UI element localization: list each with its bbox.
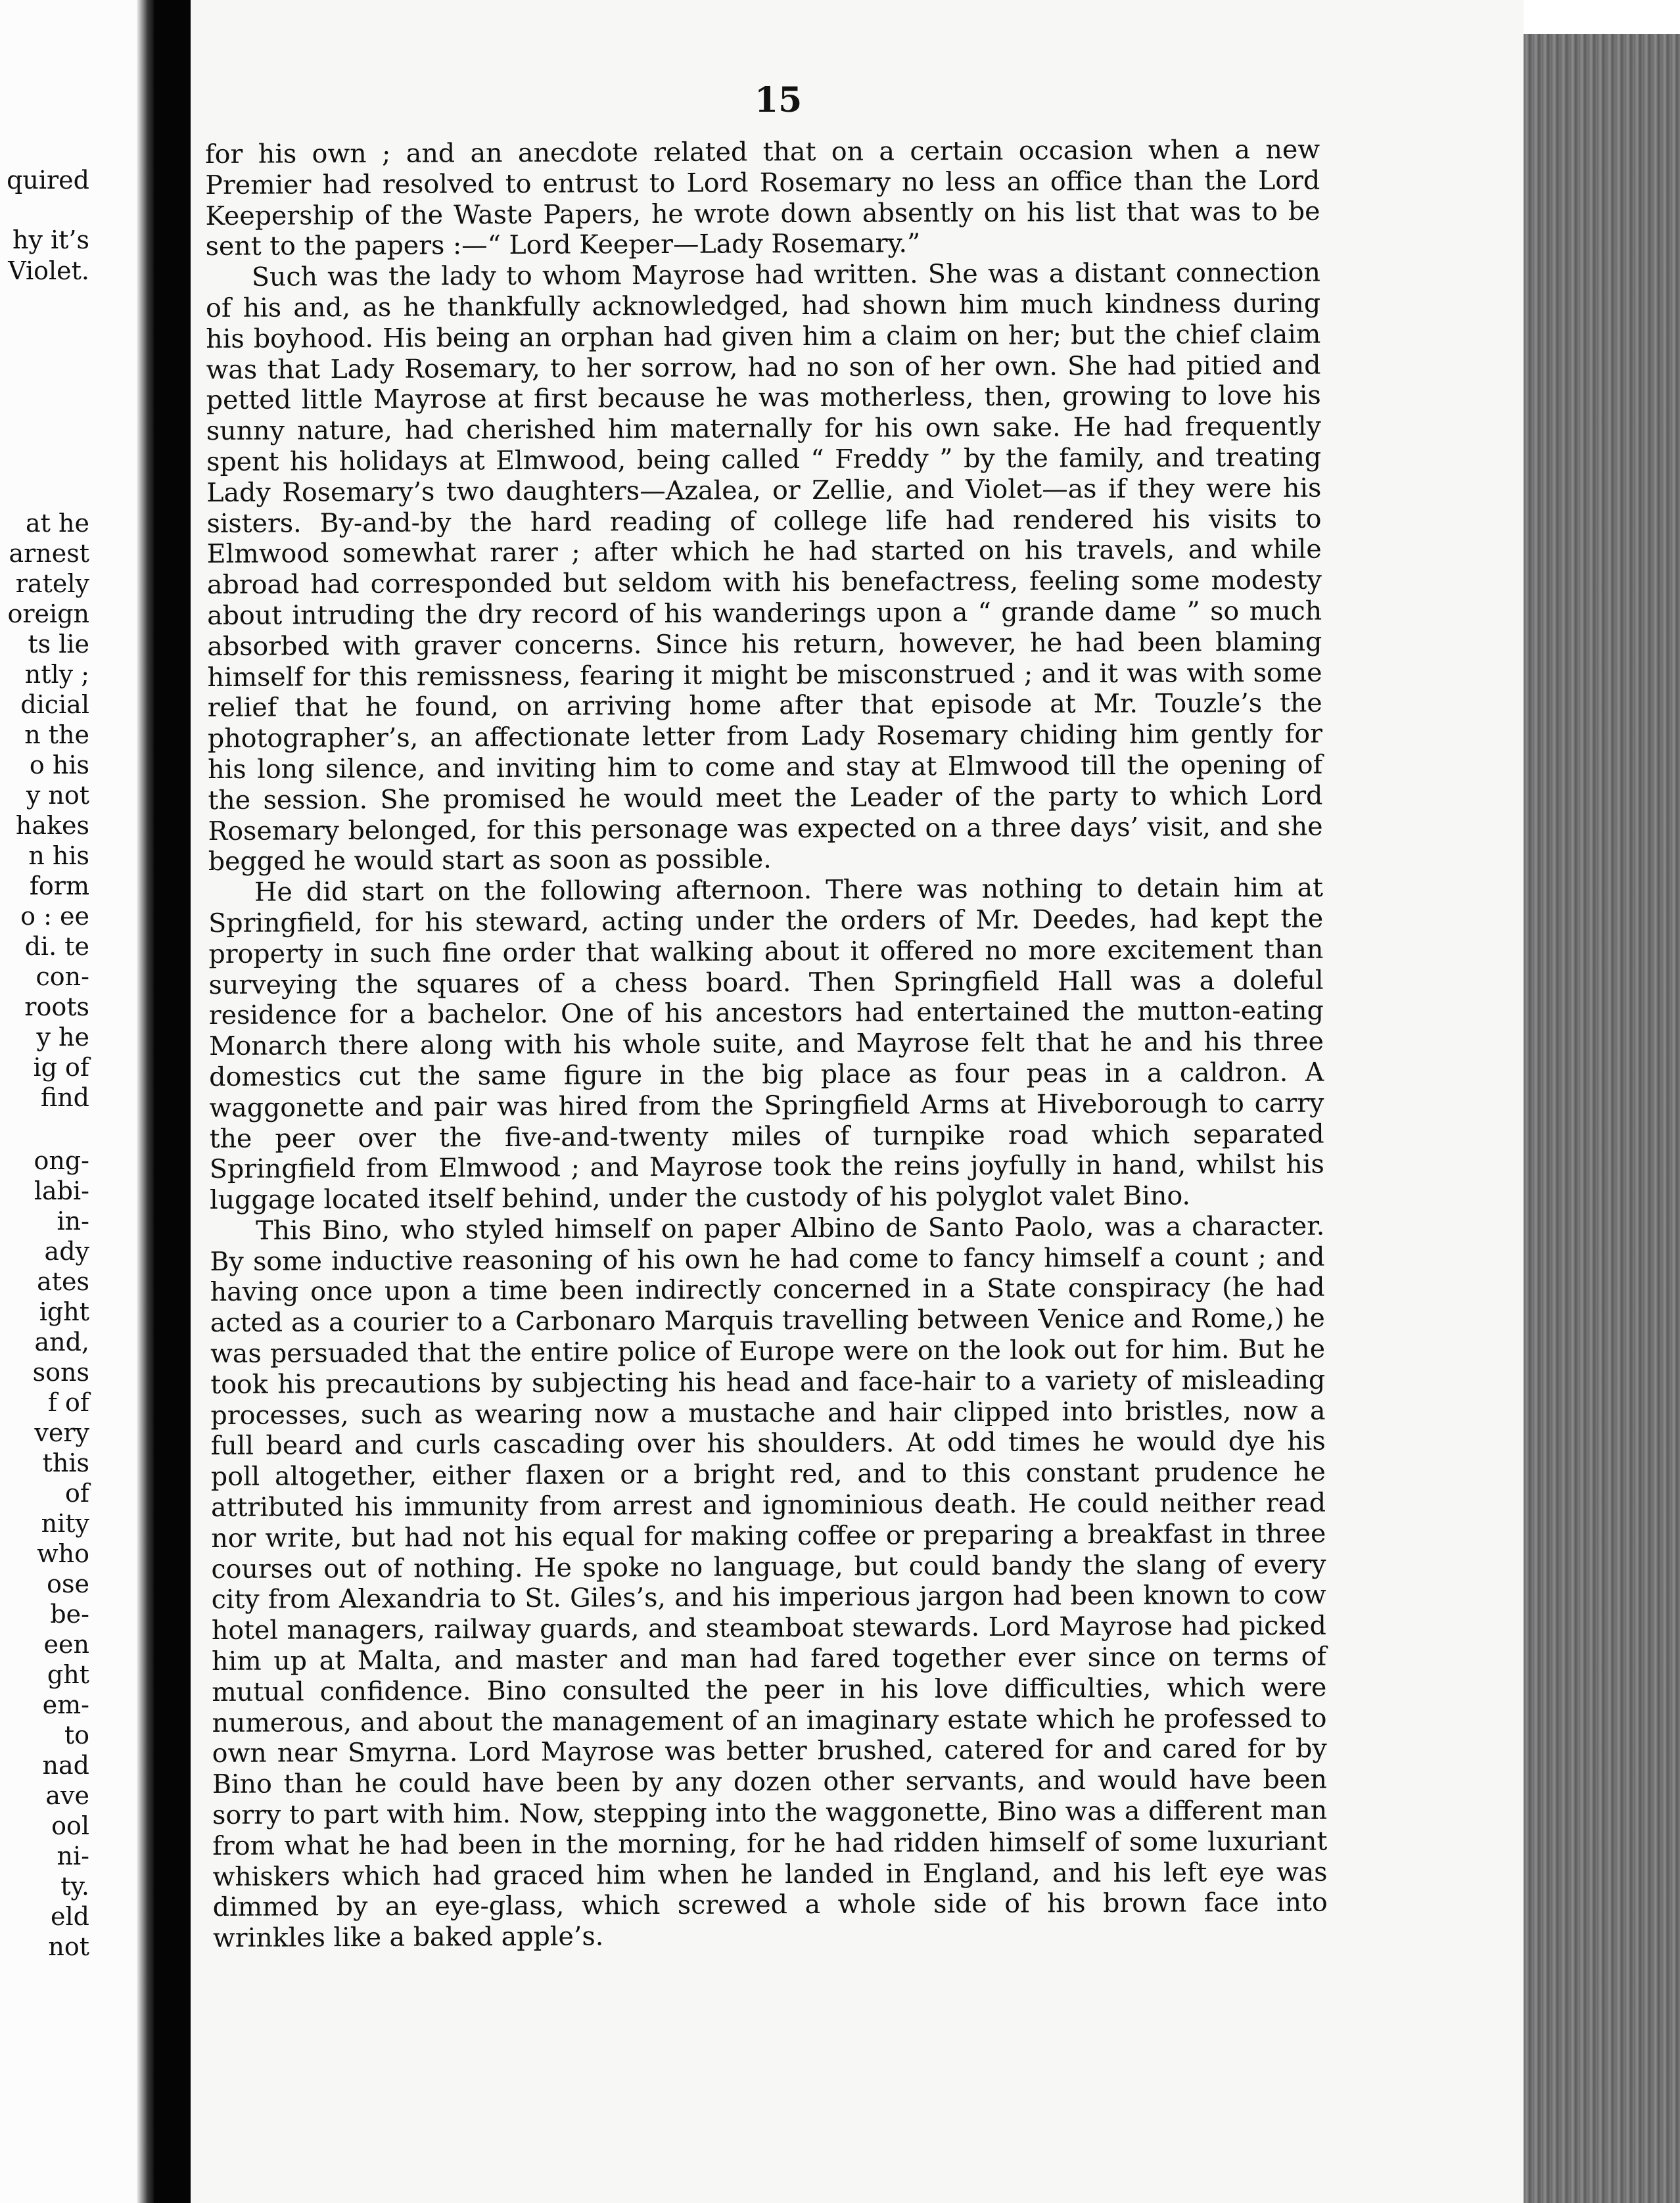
facing-page-fragment: di. te xyxy=(24,932,89,961)
facing-page-fragment: and, xyxy=(34,1328,89,1357)
facing-page-fragment: con- xyxy=(35,962,89,991)
facing-page-fragment: ong- xyxy=(34,1146,89,1175)
book-gutter xyxy=(154,0,191,2203)
facing-page-fragment: ave xyxy=(45,1781,89,1810)
facing-page-fragment: ight xyxy=(39,1297,89,1326)
facing-page-fragment: o his xyxy=(29,751,89,779)
facing-page-fragment: nad xyxy=(42,1751,89,1780)
facing-page-fragment: eld xyxy=(51,1902,89,1931)
facing-page-fragment: quired xyxy=(7,166,89,195)
facing-page-fragment: sons xyxy=(32,1358,89,1387)
facing-page-fragment: ts lie xyxy=(28,630,89,659)
facing-page-fragment: nity xyxy=(41,1509,89,1538)
facing-page-fragment: labi- xyxy=(34,1176,89,1205)
facing-page-fragment: oreign xyxy=(7,599,89,628)
paragraph: for his own ; and an anecdote related that on a certain occasion when a new Premier had resolved to entrust to Lord Rosemary no less an office than the Lord Keepership of the Waste Papers, he wrote down absently on his list that was to be sent to the papers :—“ Lord Keeper—Lady Rosemary.” xyxy=(205,134,1320,262)
facing-page-fragment: f of xyxy=(47,1388,89,1417)
page-number: 15 xyxy=(755,80,803,120)
facing-page-fragment: very xyxy=(34,1418,89,1447)
facing-page-fragment: hy it’s xyxy=(12,225,89,254)
facing-page-edge xyxy=(0,0,138,2203)
facing-page-fragment: at he xyxy=(26,509,89,538)
facing-page-fragment: in- xyxy=(57,1207,89,1236)
background-corner xyxy=(1524,0,1680,34)
facing-page-fragment: een xyxy=(43,1630,89,1659)
facing-page-fragment: rately xyxy=(15,569,89,598)
facing-page-fragment: ool xyxy=(51,1811,89,1840)
facing-page-fragment: who xyxy=(37,1539,89,1568)
facing-page-fragment: of xyxy=(65,1479,89,1508)
facing-page-fragment: n the xyxy=(24,720,89,749)
facing-page-fragment: ig of xyxy=(33,1053,89,1082)
facing-page-fragment: ose xyxy=(47,1569,89,1598)
page-fore-edge xyxy=(1524,34,1680,2203)
facing-page-fragment: n his xyxy=(28,841,89,870)
facing-page-fragment: dicial xyxy=(20,690,89,719)
facing-page-fragment: arnest xyxy=(9,539,89,568)
paragraph: He did start on the following afternoon. There was nothing to detain him at Springfield, for his steward, acting under the orders of Mr. Deedes, had kept the property in such fine order that walking about it offered no more excitement than surveying the squares of a chess board. Then Springfield Hall was a doleful residence for a bachelor. One of his ancestors had entertained the mutton-eating Monarch there along with his whole suite, and Mayrose felt that he and his three domestics cut the same figure in the big place as four peas in a caldron. A waggonette and pair was hired from the Springfield Arms at Hiveborough to carry the peer over the five-and-twenty miles of turnpike road which separated Springfield from Elmwood ; and Mayrose took the reins joyfully in hand, whilst his luggage located itself behind, under the custody of his polyglot valet Bino. xyxy=(208,872,1324,1216)
facing-page-fragment: form xyxy=(29,871,89,900)
facing-page-fragment: y he xyxy=(36,1023,89,1052)
facing-page-fragment: ntly ; xyxy=(24,660,89,689)
facing-page-fragment: ates xyxy=(37,1267,89,1296)
facing-page-fragment: ady xyxy=(44,1237,89,1266)
facing-page-fragment: this xyxy=(42,1449,89,1477)
facing-page-fragment: to xyxy=(64,1721,89,1750)
facing-page-fragment: y not xyxy=(26,781,89,810)
facing-page-fragment: ni- xyxy=(57,1842,89,1870)
facing-page-fragment: o : ee xyxy=(20,902,89,931)
binding-shadow xyxy=(137,0,155,2203)
facing-page-fragment: roots xyxy=(24,992,89,1021)
facing-page-fragment: Violet. xyxy=(8,256,89,285)
facing-page-fragment: ght xyxy=(47,1660,89,1689)
facing-page-fragment: not xyxy=(48,1932,89,1961)
paragraph: This Bino, who styled himself on paper Albino de Santo Paolo, was a character. By some inductive reasoning of his own he had come to fancy himself a count ; and having once upon a time been indirectly concerned in a State conspiracy (he had acted as a courier to a Carbonaro Marquis travelling between Venice and Rome,) he was persuaded that the entire police of Europe were on the look out for him. But he took his precautions by subjecting his head and face-hair to a variety of misleading processes, such as wearing now a mustache and hair clipped into bristles, now a full beard and curls cascading over his shoulders. At odd times he would dye his poll altogether, either flaxen or a bright red, and to this constant prudence he attributed his immunity from arrest and ignominious death. He could neither read nor write, but had not his equal for making coffee or preparing a breakfast in three courses out of nothing. He spoke no language, but could bandy the slang of every city from Alexandria to St. Giles’s, and his imperious jargon had been known to cow hotel managers, railway guards, and steamboat stewards. Lord Mayrose had picked him up at Malta, and master and man had fared together ever since on terms of mutual confidence. Bino consulted the peer in his love difficulties, which were numerous, and about the management of an imaginary estate which he professed to own near Smyrna. Lord Mayrose was better brushed, catered for and cared for by Bino than he could have been by any dozen other servants, and would have been sorry to part with him. Now, stepping into the waggonette, Bino was a different man from what he had been in the morning, for he had ridden himself of some luxuriant whiskers which had graced him when he landed in England, and his left eye was dimmed by an eye-glass, which screwed a whole side of his brown face into wrinkles like a baked apple’s. xyxy=(210,1211,1328,1954)
facing-page-fragment: find xyxy=(40,1083,89,1112)
facing-page-fragment: ty. xyxy=(60,1872,89,1901)
body-text xyxy=(205,135,1328,1954)
facing-page-fragment: be- xyxy=(50,1600,89,1629)
facing-page-fragment: em- xyxy=(42,1690,89,1719)
facing-page-fragment: hakes xyxy=(15,811,89,840)
paragraph: Such was the lady to whom Mayrose had written. She was a distant connection of his and, as he thankfully acknowledged, had shown him much kindness during his boyhood. His being an orphan had given him a claim on her; but the chief claim was that Lady Rosemary, to her sorrow, had no son of her own. She had pitied and petted little Mayrose at first because he was motherless, then, growing to love his sunny nature, had cherished him maternally for his own sake. He had frequently spent his holidays at Elmwood, being called “ Freddy ” by the family, and treating Lady Rosemary’s two daughters—Azalea, or Zellie, and Violet—as if they were his sisters. By-and-by the hard reading of college life had rendered his visits to Elmwood somewhat rarer ; after which he had started on his travels, and while abroad had corresponded but seldom with his benefactress, feeling some modesty about intruding the dry record of his wanderings upon a “ grande dame ” so much absorbed with graver concerns. Since his return, however, he had been blaming himself for this remissness, fearing it might be misconstrued ; and it was with some relief that he found, on arriving home after that episode at Mr. Touzle’s the photographer’s, an affectionate letter from Lady Rosemary chiding him gently for his long silence, and inviting him to come and stay at Elmwood till the opening of the session. She promised he would meet the Leader of the party to which Lord Rosemary belonged, for this personage was expected on a three days’ visit, and she begged he would start as soon as possible. xyxy=(206,257,1323,877)
